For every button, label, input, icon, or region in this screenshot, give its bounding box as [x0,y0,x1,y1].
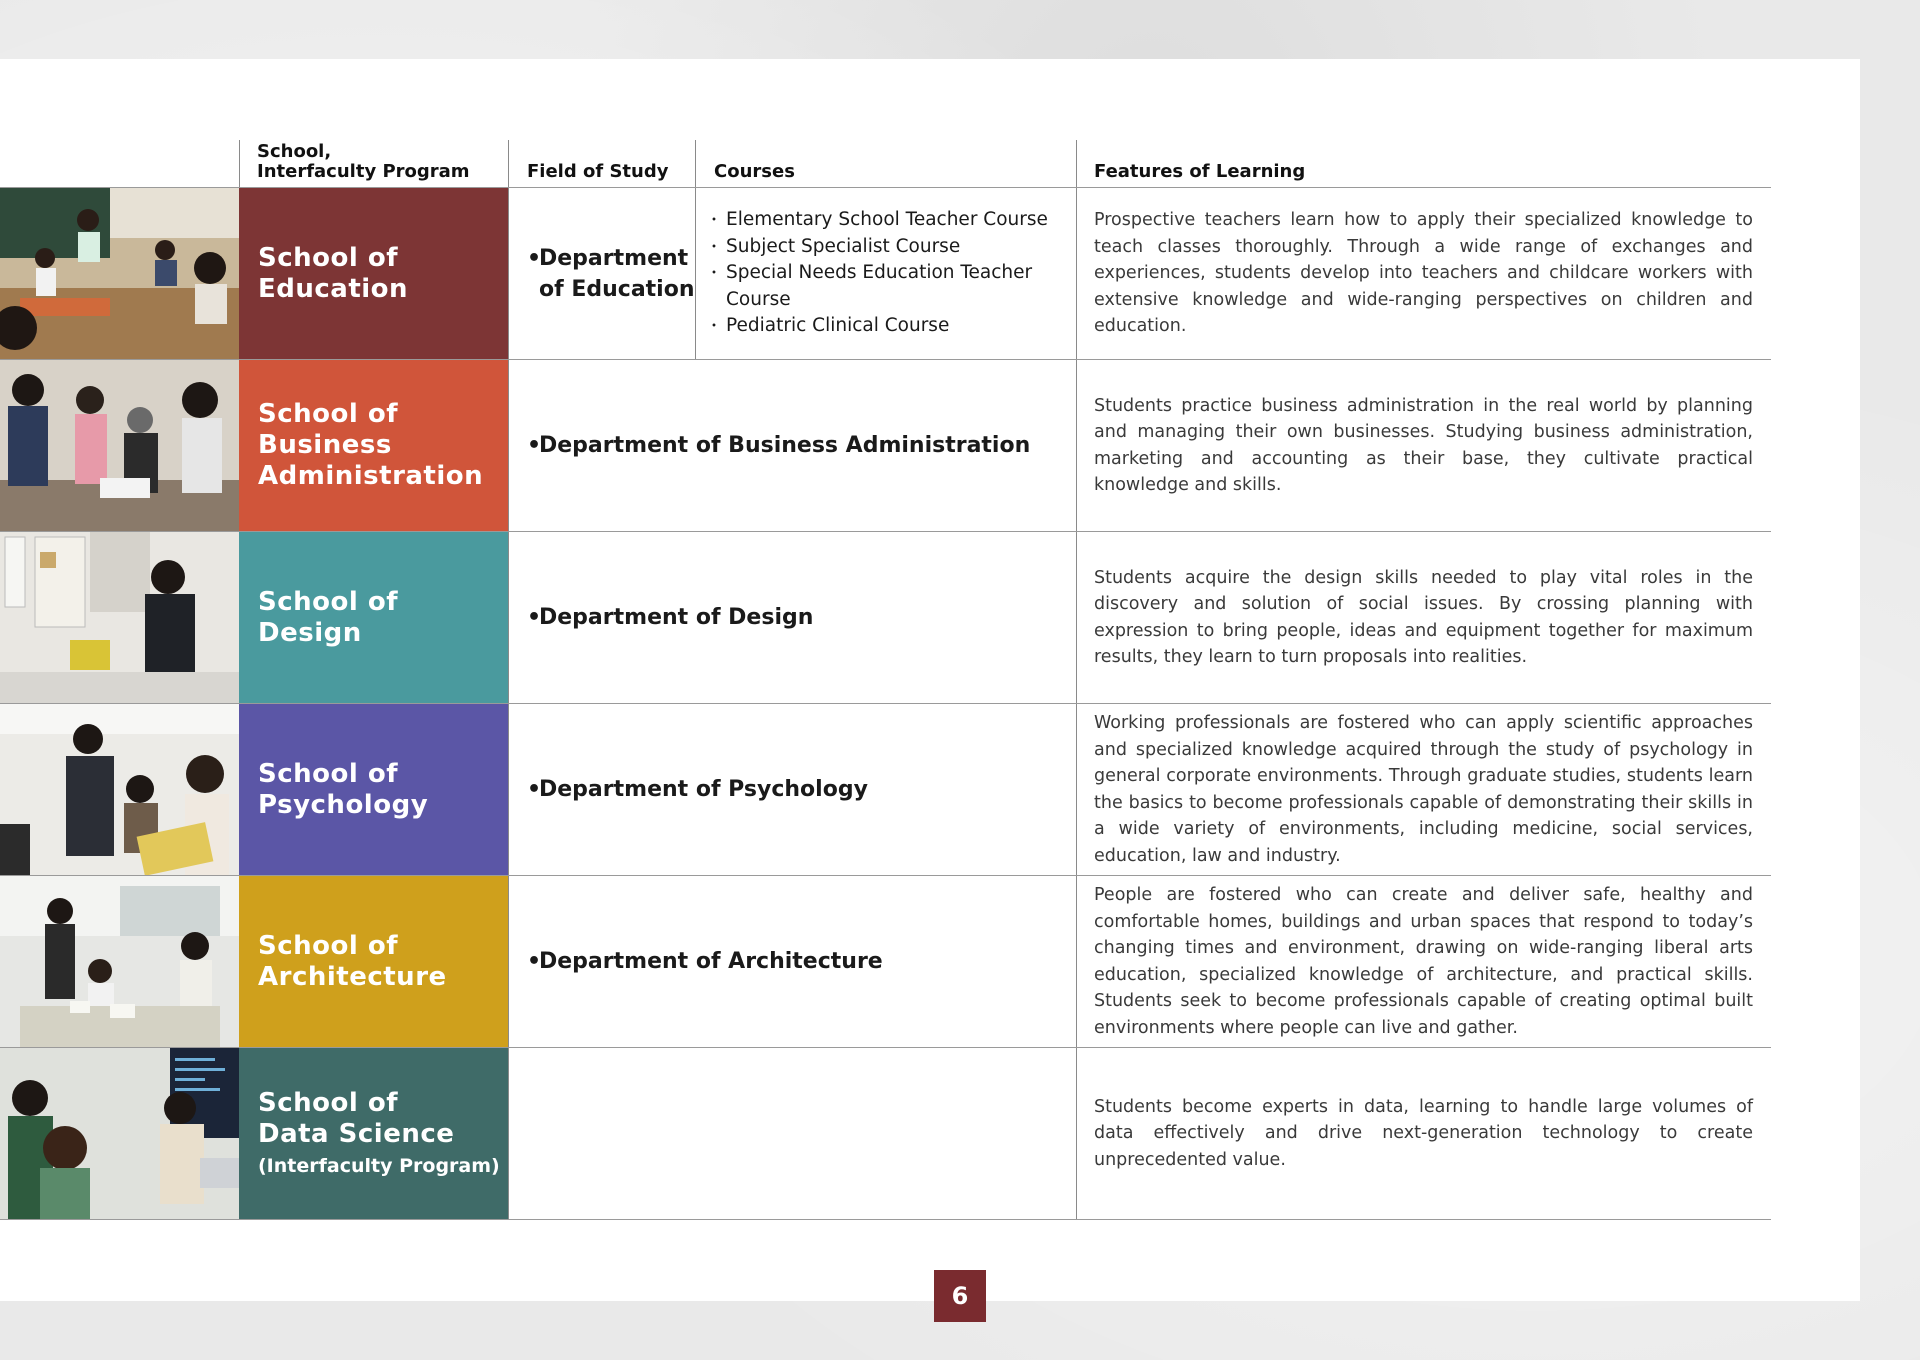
field-label: Department of Design [539,605,814,630]
bullet: • [527,949,542,974]
school-label [239,532,508,703]
psychology-class-photo [0,704,239,875]
features-text [1076,1048,1771,1219]
features-text [1076,532,1771,703]
feature-paragraph: Students acquire the design skills needed to play vital roles in the discovery and solution of social issues. By crossing planning with expression to bring people, ideas and equipment together for maximum results, they learn to turn proposals into realities. [1094,567,1753,667]
column-divider [508,188,509,359]
school-name: School of Psychology [258,758,429,820]
field-label: Department of Psychology [539,777,868,802]
table-row [0,704,1771,876]
field-label: Department of Architecture [539,949,883,974]
field-of-study [527,360,1067,531]
header-courses: Courses [714,161,795,182]
table-row [0,876,1771,1048]
feature-paragraph: People are fostered who can create and deliver safe, healthy and comfortable homes, buildings and urban spaces that respond to today’s changing times and environment, drawing on wide-ranging liberal arts education, specialized knowledge of architecture, and practical skills. Students seek to become professionals capable of creating optimal built environments where people can live and gather. [1094,885,1753,1038]
school-label [239,704,508,875]
page-sheet [0,59,1860,1301]
features-text [1076,360,1771,531]
field-label: Department of Business Administration [539,433,1031,458]
features-text [1076,876,1771,1047]
bullet: • [527,777,542,802]
list-item: ・ Subject Specialist Course [715,234,1075,261]
column-divider [508,704,509,875]
classroom-photo [0,188,239,359]
header-field: Field of Study [527,161,669,182]
school-name: School of Architecture [258,930,447,992]
field-of-study [527,704,1067,875]
school-label [239,1048,508,1219]
school-label [239,188,508,359]
field-label: Department of Education [539,245,695,302]
bullet: • [527,605,542,630]
feature-paragraph: Students practice business administration in the real world by planning and managing their own businesses. Studying business administration, marketing and accounting as their base, they cultivate practical knowledge and skills. [1094,395,1753,495]
courses-list [695,188,1075,359]
architecture-model-photo [0,876,239,1047]
table-row [0,1048,1771,1220]
field-of-study [527,876,1067,1047]
column-divider [508,532,509,703]
bullet: • [527,245,542,271]
table-row [0,188,1771,360]
list-item: ・ Pediatric Clinical Course [715,313,1075,340]
table-header [0,140,1771,188]
feature-paragraph: Prospective teachers learn how to apply their specialized knowledge to teach classes thoroughly. Through a wide range of exchanges and experiences, students develop into teachers and childcare workers with extensive knowledge and wide-ranging perspectives on children and education. [1094,210,1753,337]
features-text [1076,704,1771,875]
group-work-photo [0,360,239,531]
feature-paragraph: Students become experts in data, learning to handle large volumes of data effectively and drive next-generation technology to create unprecedented value. [1094,1096,1753,1170]
school-name: School of Education [258,242,409,304]
school-name: School of Design [258,586,399,648]
column-divider [508,1048,509,1219]
feature-paragraph: Working professionals are fostered who can apply scientific approaches and specialized knowledge acquired through the study of psychology in general corporate environments. Through graduate studies, students learn the basics to become professionals capable of demonstrating their skills in a wide variety of environments, including medicine, social services, education, law and industry. [1094,713,1753,866]
list-item: ・ Elementary School Teacher Course [715,207,1075,234]
school-subtitle: (Interfaculty Program) [258,1154,500,1177]
design-studio-photo [0,532,239,703]
page-number: 6 [934,1270,986,1322]
table-row [0,532,1771,704]
header-features: Features of Learning [1094,161,1306,182]
column-divider [508,876,509,1047]
table-row [0,360,1771,532]
header-school: School, Interfaculty Program [257,141,470,182]
field-of-study [527,188,695,359]
school-label [239,360,508,531]
column-divider [508,360,509,531]
field-of-study [527,532,1067,703]
bullet: • [527,433,542,458]
features-text [1076,188,1771,359]
list-item: ・ Special Needs Education Teacher Course [715,260,1075,313]
school-name: School of Data Science [258,1087,455,1149]
school-name: School of Business Administration [258,399,484,491]
schools-table [0,140,1771,1220]
school-label [239,876,508,1047]
data-science-photo [0,1048,239,1219]
